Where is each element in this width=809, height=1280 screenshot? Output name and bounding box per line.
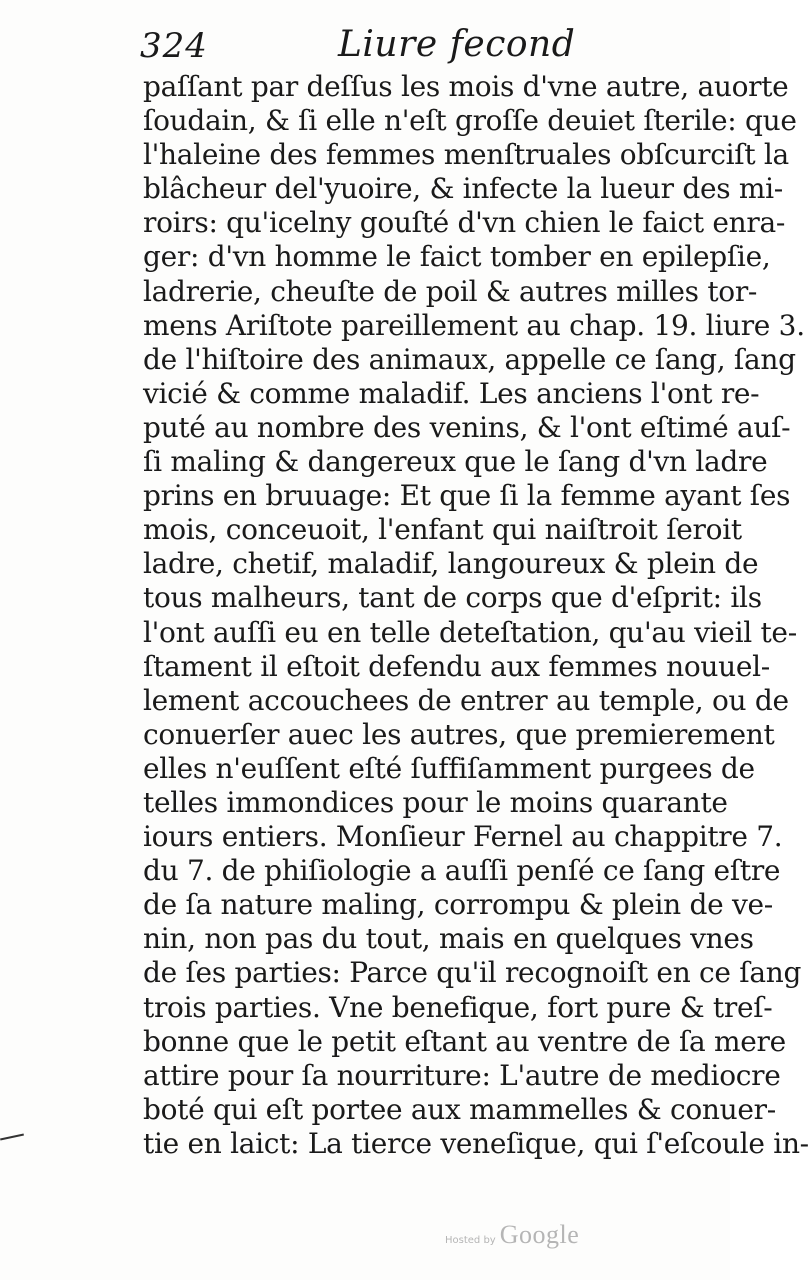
body-text — [143, 70, 809, 1161]
google-watermark — [445, 1220, 579, 1250]
text-line: l'ont auſſi eu en telle deteſtation, qu'au vieil te- — [143, 615, 797, 649]
text-line: trois parties. Vne benefique, fort pure & treſ- — [143, 990, 773, 1024]
text-line: elles n'euſſent eſté ſuffiſamment purgees de — [143, 751, 755, 785]
page-header — [140, 18, 700, 68]
text-line: puté au nombre des venins, & l'ont eſtimé auſ- — [143, 410, 791, 444]
text-line: de ſes parties: Parce qu'il recognoiſt en ce ſang — [143, 956, 802, 990]
text-line: vicié & comme maladif. Les anciens l'ont re- — [143, 376, 760, 410]
text-line: de l'hiſtoire des animaux, appelle ce ſang, ſang — [143, 342, 796, 376]
text-line: ladrerie, cheuſte de poil & autres milles tor- — [143, 274, 758, 308]
text-line: conuerſer auec les autres, que premierement — [143, 717, 775, 751]
text-line: blâcheur del'yuoire, & infecte la lueur des mi- — [143, 172, 783, 206]
margin-mark — [0, 1134, 24, 1141]
text-line: boté qui eſt portee aux mammelles & conuer- — [143, 1092, 776, 1126]
text-line: nin, non pas du tout, mais en quelques vnes — [143, 922, 754, 956]
watermark-brand: Google — [499, 1220, 580, 1249]
text-line: du 7. de phiſiologie a auſſi penſé ce ſang eſtre — [143, 854, 781, 888]
text-line: de ſa nature maling, corrompu & plein de ve- — [143, 888, 773, 922]
text-line: l'haleine des femmes menſtruales obſcurciſt la — [143, 138, 789, 172]
text-line: attire pour ſa nourriture: L'autre de mediocre — [143, 1058, 781, 1092]
text-line: roirs: qu'icelny gouſté d'vn chien le faict enra- — [143, 206, 786, 240]
page-number: 324 — [140, 26, 208, 66]
text-line: ſtament il eſtoit defendu aux femmes nouuel- — [143, 649, 770, 683]
text-line: ſoudain, & ſi elle n'eſt groſſe deuiet ſterile: que — [143, 104, 797, 138]
text-line: lement accouchees de entrer au temple, ou de — [143, 683, 789, 717]
watermark-prefix: Hosted by — [445, 1235, 496, 1246]
text-line: iours entiers. Monſieur Fernel au chappitre 7. — [143, 820, 783, 854]
text-line: ger: d'vn homme le faict tomber en epilepſie, — [143, 240, 771, 274]
text-line: telles immondices pour le moins quarante — [143, 785, 728, 819]
running-title: Liure fecond — [338, 24, 576, 65]
text-line: tous malheurs, tant de corps que d'eſprit: ils — [143, 581, 762, 615]
text-line: mens Ariſtote pareillement au chap. 19. liure 3. — [143, 308, 805, 342]
text-line: paſſant par deſſus les mois d'vne autre, auorte — [143, 70, 789, 103]
text-line: ladre, chetif, maladif, langoureux & plein de — [143, 547, 759, 581]
text-line: tie en laict: La tierce veneſique, qui ſ'eſcoule in- — [143, 1126, 809, 1160]
text-line: mois, conceuoit, l'enfant qui naiſtroit ſeroit — [143, 513, 742, 547]
text-line: bonne que le petit eſtant au ventre de ſa mere — [143, 1024, 786, 1058]
text-line: prins en bruuage: Et que ſi la femme ayant ſes — [143, 479, 791, 513]
text-line: ſi maling & dangereux que le ſang d'vn ladre — [143, 445, 768, 479]
